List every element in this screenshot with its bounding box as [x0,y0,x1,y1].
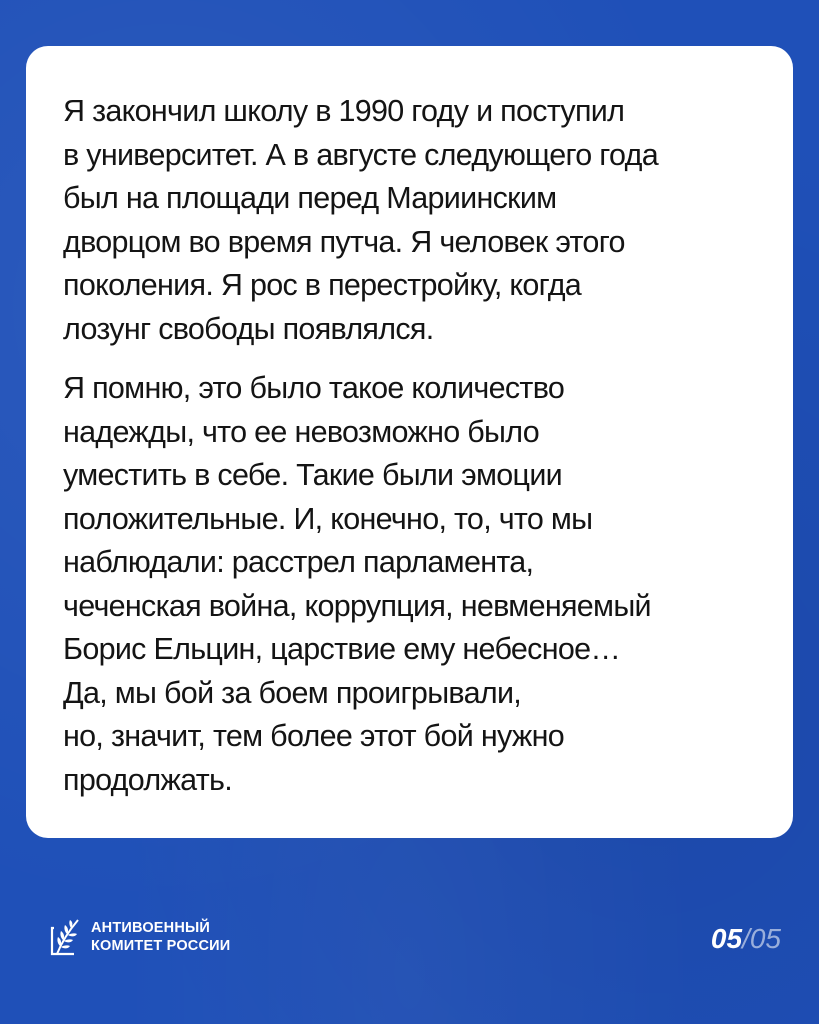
wheat-branch-icon [48,916,82,958]
quote-paragraph-2: Я помню, это было такое количество надежды, что ее невозможно было уместить в себе. Такие были эмоции положительные. И, конечно, то, что мы наблюдали: расстрел парламента, чеченская война, коррупция, невменяемый Борис Ельцин, царствие ему небесное… Да, мы бой за боем проигрывали, но, значит, тем более этот бой нужно продолжать. [63,371,651,797]
organization-name-line-2: КОМИТЕТ РОССИИ [91,938,231,954]
quote-paragraph-1: Я закончил школу в 1990 году и поступил в университет. А в августе следующего года был на площади перед Мариинским дворцом во время путча. Я человек этого поколения. Я рос в перестройку, когда лозунг свободы появлялся. [63,94,658,346]
page-total: 05 [749,923,781,954]
page-separator: / [742,923,750,954]
page-counter [711,922,781,956]
page-current: 05 [710,923,743,954]
organization-name-line-1: АНТИВОЕННЫЙ [91,920,211,936]
quote-card [26,46,793,838]
organization-name [91,919,230,955]
organization-logo [48,916,230,958]
